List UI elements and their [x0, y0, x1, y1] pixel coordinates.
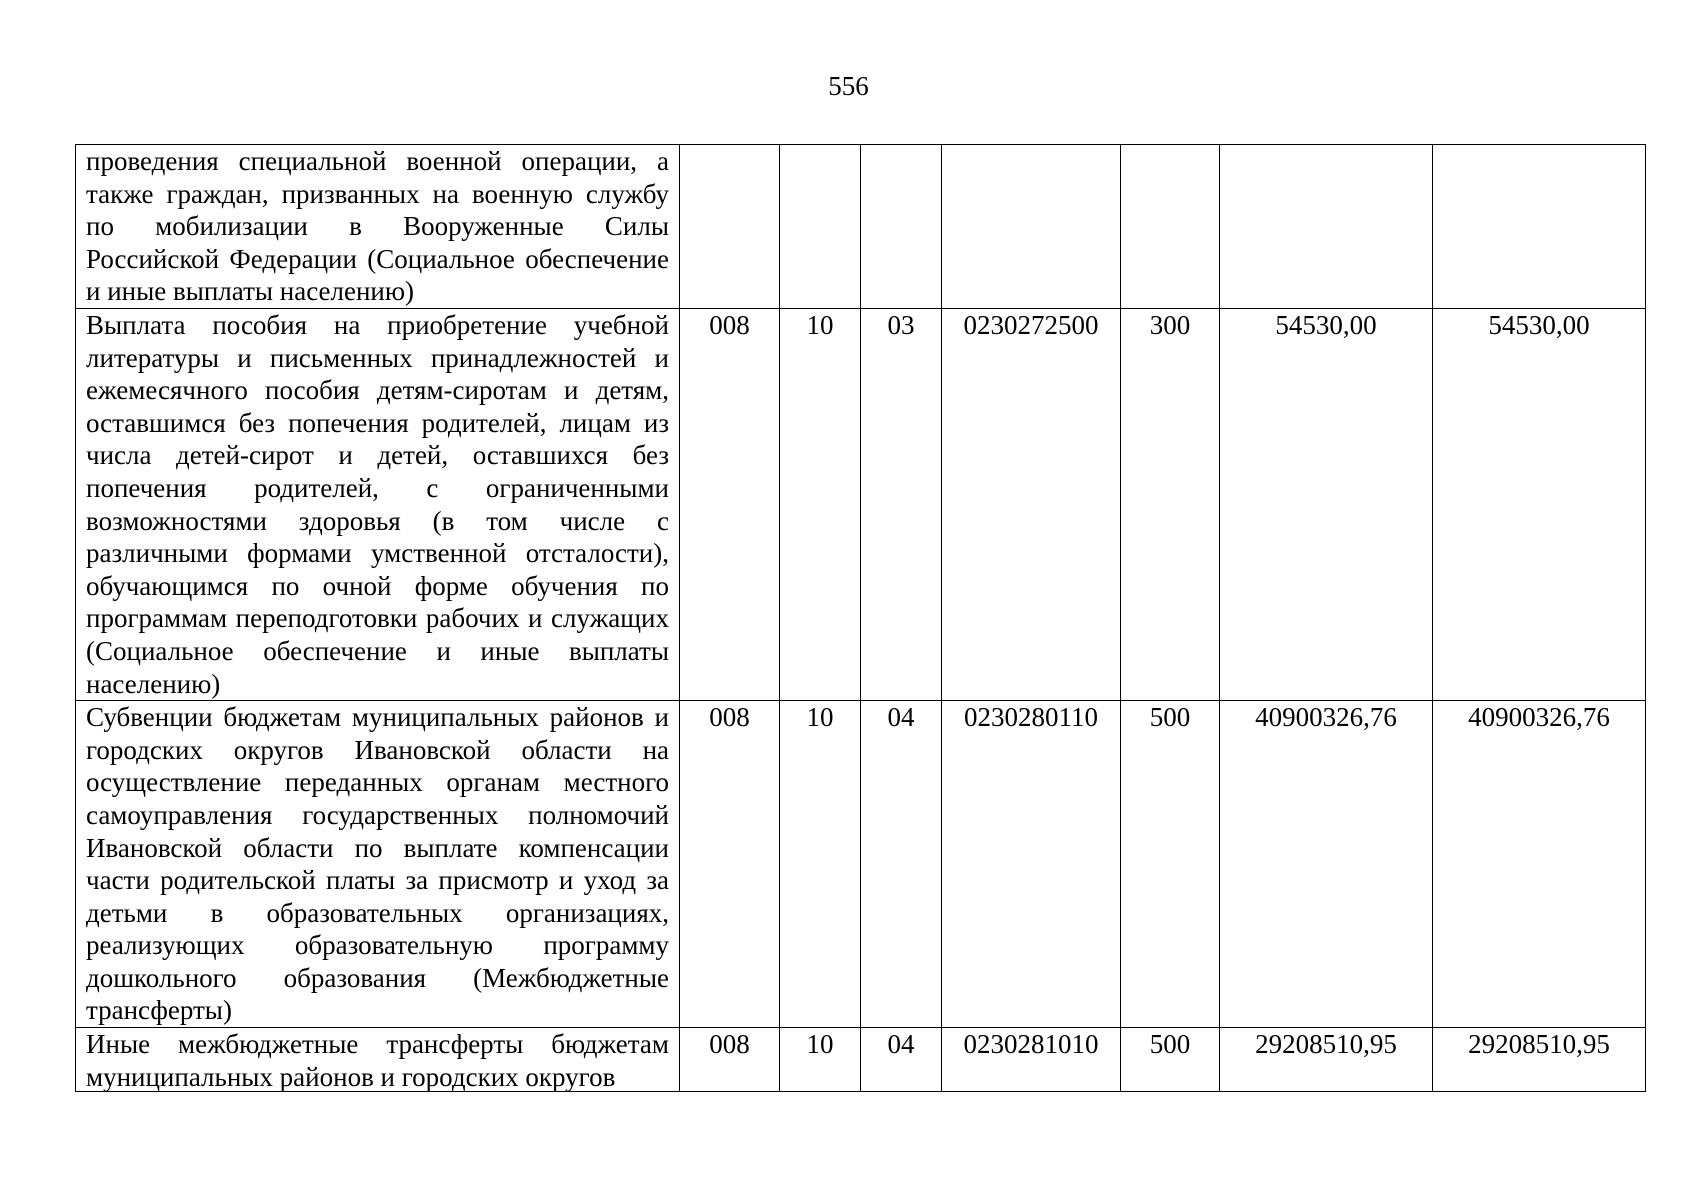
- amount-2: 40900326,76: [1433, 701, 1646, 1028]
- table-row: [76, 701, 1646, 1028]
- ministry-code: 008: [680, 1028, 780, 1092]
- ministry-code: [680, 145, 780, 309]
- subsection-code: 04: [861, 701, 942, 1028]
- ministry-code: 008: [680, 701, 780, 1028]
- page-number: 556: [828, 71, 869, 101]
- expense-type-code: 500: [1121, 1028, 1220, 1092]
- expense-type-code: [1121, 145, 1220, 309]
- ministry-code: 008: [680, 309, 780, 701]
- section-code: 10: [780, 309, 861, 701]
- row-description: Выплата пособия на приобретение учебной литературы и письменных принадлежностей и ежемесячного пособия детям-сиротам и детям, оставшимся без попечения родителей, лицам из числа детей-сирот и детей, оставшихся без попечения родителей, с ограниченными возможностями здоровья (в том числе с различными формами умственной отсталости), обучающимся по очной форме обучения по программам переподготовки рабочих и служащих (Социальное обеспечение и иные выплаты населению): [76, 309, 680, 701]
- budget-table: [75, 144, 1646, 1092]
- row-description-cell: [76, 1028, 680, 1092]
- amount-1: 40900326,76: [1220, 701, 1433, 1028]
- amount-2: 29208510,95: [1433, 1028, 1646, 1092]
- expense-type-code: 500: [1121, 701, 1220, 1028]
- row-description: Иные межбюджетные трансферты бюджетам муниципальных районов и городских округов: [86, 1029, 669, 1092]
- row-description: проведения специальной военной операции, а также граждан, призванных на военную службу по мобилизации в Вооруженные Силы Российской Федерации (Социальное обеспечение и иные выплаты населению): [76, 145, 680, 309]
- amount-2: 54530,00: [1433, 309, 1646, 701]
- subsection-code: 04: [861, 1028, 942, 1092]
- amount-1: 54530,00: [1220, 309, 1433, 701]
- subsection-code: [861, 145, 942, 309]
- row-description: Субвенции бюджетам муниципальных районов и городских округов Ивановской области на осуществление переданных органам местного самоуправления государственных полномочий Ивановской области по выплате компенсации части родительской платы за присмотр и уход за детьми в образовательных организациях, реализующих образовательную программу дошкольного образования (Межбюджетные трансферты): [76, 701, 680, 1028]
- table-row: [76, 145, 1646, 309]
- section-code: [780, 145, 861, 309]
- target-item-code: 0230272500: [942, 309, 1121, 701]
- target-item-code: 0230280110: [942, 701, 1121, 1028]
- table-row: [76, 1028, 1646, 1092]
- target-item-code: [942, 145, 1121, 309]
- amount-1: 29208510,95: [1220, 1028, 1433, 1092]
- subsection-code: 03: [861, 309, 942, 701]
- expense-type-code: 300: [1121, 309, 1220, 701]
- section-code: 10: [780, 1028, 861, 1092]
- amount-1: [1220, 145, 1433, 309]
- target-item-code: 0230281010: [942, 1028, 1121, 1092]
- table-row: [76, 309, 1646, 701]
- section-code: 10: [780, 701, 861, 1028]
- amount-2: [1433, 145, 1646, 309]
